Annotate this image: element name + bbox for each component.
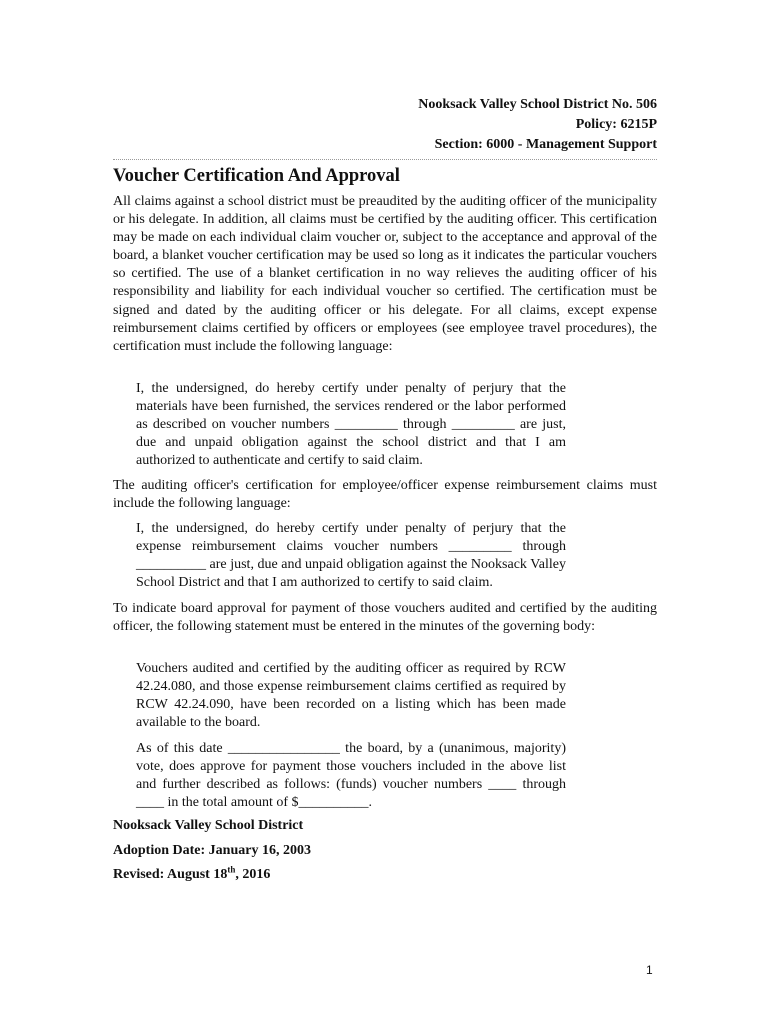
revised-date [113,866,270,884]
employee-paragraph: The auditing officer's certification for employee/officer expense reimbursement claims must include the following language: [113,478,657,512]
adoption-date: Adoption Date: January 16, 2003 [113,843,311,858]
revised-ordinal: th [227,864,236,875]
revised-suffix: , 2016 [235,867,271,882]
page-number: 1 [646,963,653,977]
board-vote-quote: As of this date ________________ the board, by a (unanimous, majority) vote, does approve for payment those vouchers included in the above list and further described as follows: (funds) voucher numbers ____ through ____ in the total amount of $__________. [136,741,566,811]
district-name: Nooksack Valley School District No. 506 [418,97,657,112]
policy-number: Policy: 6215P [575,117,657,132]
certification-quote: I, the undersigned, do hereby certify under penalty of perjury that the materials have been furnished, the services rendered or the labor performed as described on voucher numbers _________ through _________ are just, due and unpaid obligation against the school district and that I am authorized to authenticate and certify to said claim. [136,381,566,469]
intro-paragraph: All claims against a school district must be preaudited by the auditing officer of the municipality or his delegate. In addition, all claims must be certified by the auditing officer. This certification may be made on each individual claim voucher or, subject to the acceptance and approval of the board, a blanket voucher certification may be used so long as it indicates the particular vouchers so certified. The use of a blanket certification in no way relieves the auditing officer of his responsibility and liability for each individual voucher so certified. The certification must be signed and dated by the auditing officer or his delegate. For all claims, except expense reimbursement claims certified by officers or employees (see employee travel procedures), the certification must include the following language: [113,194,657,354]
minutes-statement-quote: Vouchers audited and certified by the auditing officer as required by RCW 42.24.080, and those expense reimbursement claims certified as required by RCW 42.24.090, have been recorded on a listing which has been made available to the board. [136,661,566,731]
page-title: Voucher Certification And Approval [113,166,400,186]
revised-prefix: Revised: August 18 [113,867,228,882]
footer-organization: Nooksack Valley School District [113,818,304,833]
employee-certification-quote: I, the undersigned, do hereby certify under penalty of perjury that the expense reimbursement claims voucher numbers _________ through __________ are just, due and unpaid obligation against the Nooksack Valley School District and that I am authorized to certify to said claim. [136,521,566,591]
header-divider [113,159,657,160]
section-label: Section: 6000 - Management Support [434,137,657,152]
board-approval-paragraph: To indicate board approval for payment of those vouchers audited and certified by the auditing officer, the following statement must be entered in the minutes of the governing body: [113,601,657,635]
document-header [418,95,657,155]
